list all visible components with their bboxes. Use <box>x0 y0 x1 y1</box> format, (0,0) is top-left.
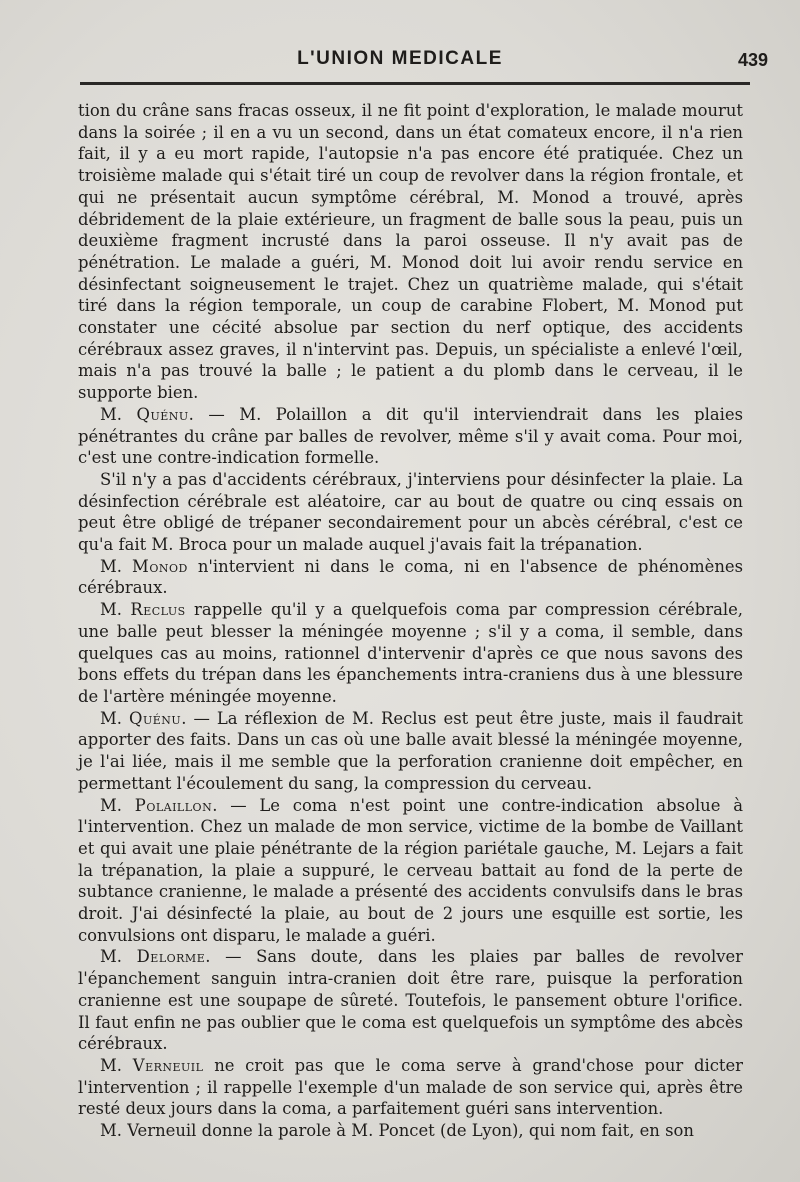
paragraph-9: M. Verneuil ne croit pas que le coma serve à grand'chose pour dicter l'intervention ; il rappelle l'exemple d'un malade de son service qui, après être resté deux jours dans la coma, a parfaitement guéri sans intervention. <box>78 1055 744 1119</box>
speaker-name: Quénu <box>136 404 189 424</box>
paragraph-1: tion du crâne sans fracas osseux, il ne fit point d'exploration, le malade mourut dans la soirée ; il en a vu un second, dans un état comateux encore, il n'a rien fait, il y a eu mort rapide, l'autopsie n'a pas encore été pratiquée. Chez un troisième malade qui s'était tiré un coup de revolver dans la région frontale, et qui ne présentait aucun symptôme cérébral, M. Monod a trouvé, après débridement de la plaie extérieure, un fragment de balle sous la peau, puis un deuxième fragment incrusté dans la paroi osseuse. Il n'y avait pas de pénétration. Le malade a guéri, M. Monod doit lui avoir rendu service en désinfectant soigneusement le trajet. Chez un quatrième malade, qui s'était tiré dans la région temporale, un coup de carabine Flobert, M. Monod put constater une cécité absolue par section du nerf optique, des accidents cérébraux assez graves, il n'intervint pas. Depuis, un spécialiste a enlevé l'œil, mais n'a pas trouvé la balle ; le patient a du plomb dans le cerveau, il le supporte bien. <box>78 101 743 403</box>
page-number: 439 <box>737 50 768 70</box>
speaker-name: Delorme <box>136 947 206 967</box>
paragraph-7: M. Polaillon. — Le coma n'est point une contre-indication absolue à l'intervention. Chez un malade de mon service, victime de la bombe de Vaillant et qui avait une plaie pénétrante de la région pariétale gauche, M. Lejars a fait la trépanation, la plaie a suppuré, le cerveau battait au fond de la perte de subtance cranienne, le malade a présenté des accidents convulsifs dans le bras droit. J'ai désinfecté la plaie, au bout de 2 jours une esquille est sortie, les convulsions ont disparu, le malade a guéri. <box>78 795 744 945</box>
speaker-name: Polaillon <box>134 795 213 815</box>
header-rule <box>80 82 750 85</box>
paragraph-10: M. Verneuil donne la parole à M. Poncet (de Lyon), qui nom fait, en son <box>100 1121 694 1141</box>
paragraph-5: M. Reclus rappelle qu'il y a quelquefois coma par compression cérébrale, une balle peut blesser la méningée moyenne ; s'il y a coma, il semble, dans quelques cas au moins, rationnel d'intervenir d'après ce que nous savons des bons effets du trépan dans les épanchements intra-craniens dus à une blessure de l'artère méningée moyenne. <box>78 600 744 706</box>
paragraph-6: M. Quénu. — La réflexion de M. Reclus est peut être juste, mais il faudrait apporter des faits. Dans un cas où une balle avait blessé la méningée moyenne, je l'ai liée, mais il me semble que la perforation cranienne doit empêcher, en permettant l'écoulement du sang, la compression du cerveau. <box>78 708 743 793</box>
speaker-name: Monod <box>132 556 188 576</box>
running-title: L'UNION MEDICALE <box>297 48 503 69</box>
paragraph-2: M. Quénu. — M. Polaillon a dit qu'il interviendrait dans les plaies pénétrantes du crâne par balles de revolver, même s'il y avait coma. Pour moi, c'est une contre-indication formelle. <box>78 404 743 468</box>
paragraph-4: M. Monod n'intervient ni dans le coma, ni en l'absence de phénomènes cérébraux. <box>78 556 743 598</box>
paragraph-3: S'il n'y a pas d'accidents cérébraux, j'interviens pour désinfecter la plaie. La désinfection cérébrale est aléatoire, car au bout de quatre ou cinq essais on peut être obligé de trépaner secondairement pour un abcès cérébral, c'est ce qu'a fait M. Broca pour un malade auquel j'avais fait la trépanation. <box>78 469 743 555</box>
speaker-name: Verneuil <box>132 1055 204 1075</box>
page-header <box>0 44 800 74</box>
article-body <box>78 100 743 1142</box>
speaker-name: Quénu <box>129 708 182 728</box>
paragraph-8: M. Delorme. — Sans doute, dans les plaies par balles de revolver l'épanchement sanguin intra-cranien doit être rare, puisque la perforation cranienne est une soupape de sûreté. Toutefois, le pansement obture l'orifice. Il faut enfin ne pas oublier que le coma est quelquefois un symptôme des abcès cérébraux. <box>78 947 744 1054</box>
speaker-name: Reclus <box>130 600 186 620</box>
